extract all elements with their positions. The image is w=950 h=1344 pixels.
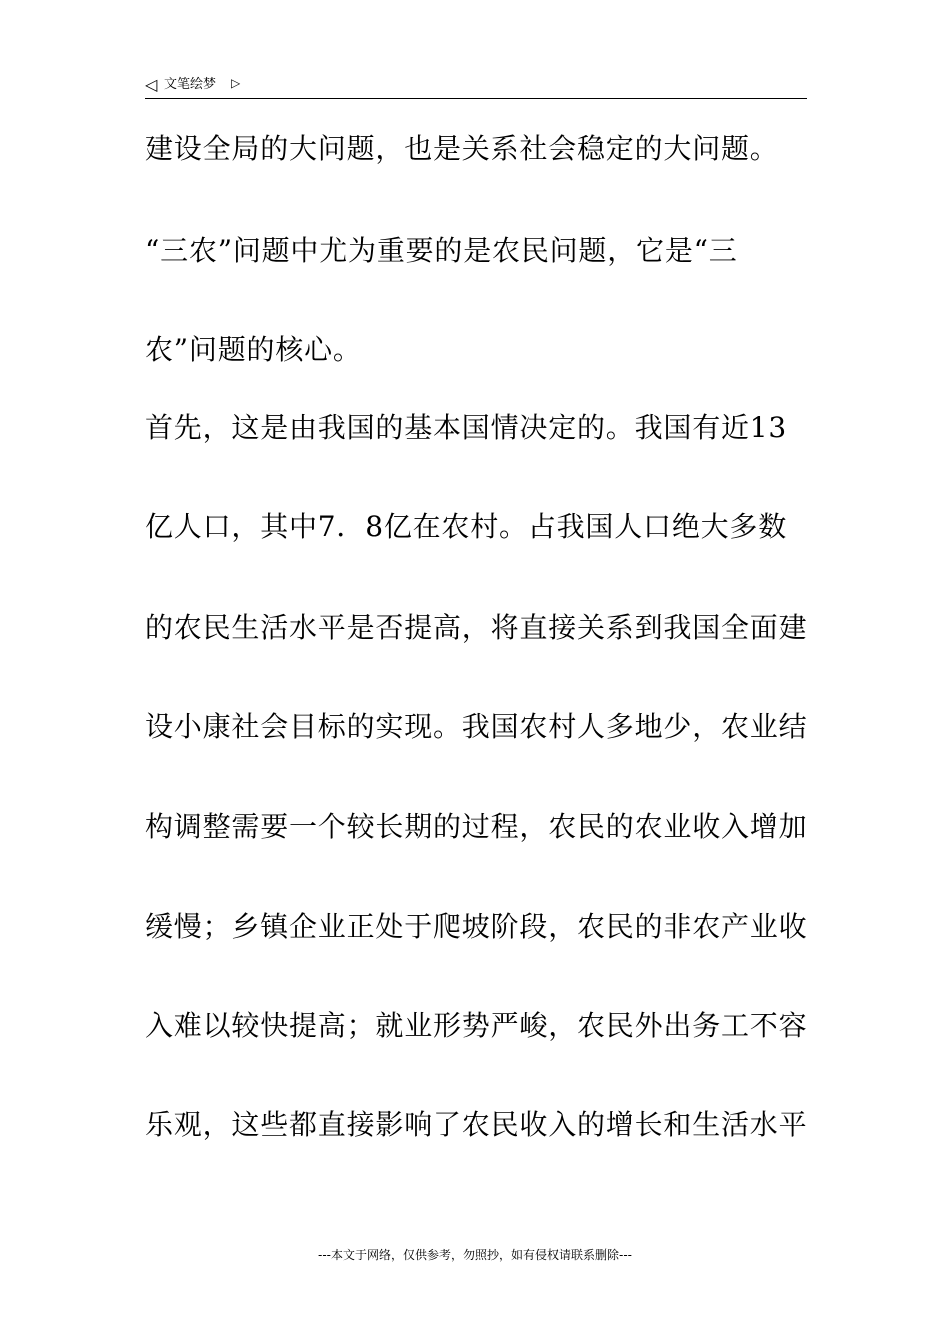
body-line-4: 首先，这是由我国的基本国情决定的。我国有近13	[145, 411, 788, 444]
body-line-3: 农”问题的核心。	[145, 333, 362, 366]
body-line-5: 亿人口，其中7．8亿在农村。占我国人口绝大多数	[145, 510, 788, 543]
body-line-8: 构调整需要一个较长期的过程，农民的农业收入增加	[145, 810, 808, 843]
body-line-9: 缓慢；乡镇企业正处于爬坡阶段，农民的非农产业收	[145, 910, 808, 943]
body-line-7: 设小康社会目标的实现。我国农村人多地少，农业结	[145, 710, 808, 743]
left-triangle-icon: ◁	[145, 75, 158, 94]
body-line-10: 入难以较快提高；就业形势严峻，农民外出务工不容	[145, 1009, 808, 1042]
right-triangle-icon: ▷	[231, 76, 241, 90]
body-line-11: 乐观，这些都直接影响了农民收入的增长和生活水平	[145, 1108, 808, 1141]
page-header	[145, 76, 807, 99]
header-title: 文笔绘梦	[164, 77, 217, 92]
footer-disclaimer: ---本文于网络，仅供参考，勿照抄，如有侵权请联系删除---	[318, 1248, 632, 1262]
body-line-2: “三农”问题中尤为重要的是农民问题，它是“三	[145, 234, 738, 267]
body-line-1: 建设全局的大问题，也是关系社会稳定的大问题。	[145, 132, 779, 165]
body-line-6: 的农民生活水平是否提高，将直接关系到我国全面建	[145, 611, 808, 644]
